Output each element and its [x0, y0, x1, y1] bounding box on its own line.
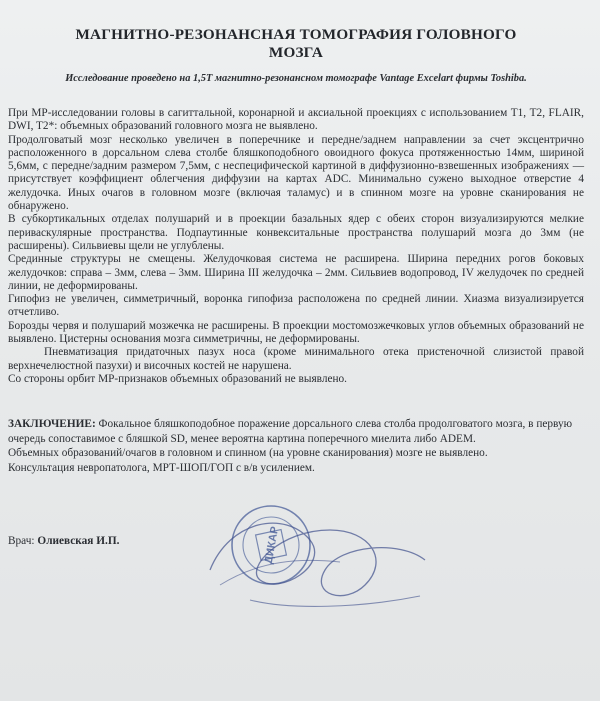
paragraph-orbits: Со стороны орбит МР-признаков объемных образований не выявлено.: [8, 372, 347, 385]
handwritten-signature: [190, 500, 450, 620]
doctor-signature-line: [8, 535, 119, 547]
report-body: [8, 107, 584, 386]
paragraph-midline: Срединные структуры не смещены. Желудочковая система не расширена. Ширина передних рогов боковых желудочков: справа – 3мм, слева – 3мм. Ширина III желудочка – 2мм. Сильвиев водопровод, IV желудочек по средней линии, не деформированы.: [8, 253, 584, 292]
paragraph-technique: При МР-исследовании головы в сагиттальной, коронарной и аксиальной проекциях с использованием Т1, Т2, FLAIR, DWI, T2*: объемных образований головного мозга не выявлено.: [8, 107, 584, 133]
conclusion-section: [8, 417, 584, 475]
paragraph-medulla: Продолговатый мозг несколько увеличен в поперечнике и передне/заднем направлении за счет эксцентрично расположенного в дорсальном слева столбе бляшкоподобного овоидного фокуса протяженностью 14мм, шириной 5,6мм, с передне/задним размером 7,5мм, с неспецифической картиной в диффузионно-взвешенных изображениях — присутствует коэффициент облегчения диффузии на картах ADC. Минимально сужено выходное отверстие 4 желудочка. Иных очагов в головном мозге (включая таламус) и в спинном мозге на уровне сканирования не обнаружено.: [8, 133, 584, 213]
title-line-2: МОЗГА: [268, 44, 324, 61]
conclusion-text: Фокальное бляшкоподобное поражение дорсального слева столба продолговатого мозга, в первую очередь сопоставимое с бляшкой SD, менее вероятна картина поперечного миелита либо ADEM.: [8, 418, 573, 445]
paragraph-subcortical: В субкортикальных отделах полушарий и в проекции базальных ядер с обеих сторон визуализируются мелкие периваскулярные пространства. Подпаутинные конвекситальные пространства полушарий мозга до 3мм (не расширены). Сильвиевы щели не углублены.: [8, 213, 584, 252]
conclusion-label: ЗАКЛЮЧЕНИЕ:: [8, 418, 96, 431]
conclusion-line-3: Консультация невропатолога, МРТ-ШОП/ГОП с в/в усилением.: [8, 462, 315, 475]
conclusion-main: [8, 417, 584, 446]
paragraph-pituitary: Гипофиз не увеличен, симметричный, воронка гипофиза расположена по средней линии. Хиазма визуализируется отчетливо.: [8, 293, 584, 319]
doctor-name: Олиевская И.П.: [37, 535, 120, 547]
paragraph-cerebellum: Борозды червя и полушарий мозжечка не расширены. В проекции мостомозжечковых углов объемных образований не выявлено. Цистерны основания мозга симметричны, не деформированы.: [8, 319, 584, 346]
doctor-label: Врач:: [8, 535, 35, 547]
conclusion-line-2: Объемных образований/очагов в головном и спинном (на уровне сканирования) мозге не выявлено.: [8, 447, 488, 460]
document-title: [8, 26, 584, 62]
document-subtitle: Исследование проведено на 1,5Т магнитно-резонансном томографе Vantage Excelart фирмы Toshiba.: [65, 73, 527, 84]
paragraph-sinuses: Пневматизация придаточных пазух носа (кроме минимального отека пристеночной слизистой правой верхнечелюстной пазухи) и височных костей не нарушена.: [8, 346, 584, 372]
title-line-1: МАГНИТНО-РЕЗОНАНСНАЯ ТОМОГРАФИЯ ГОЛОВНОГО: [75, 26, 517, 43]
stamp-text: ДИКАР: [262, 525, 282, 565]
